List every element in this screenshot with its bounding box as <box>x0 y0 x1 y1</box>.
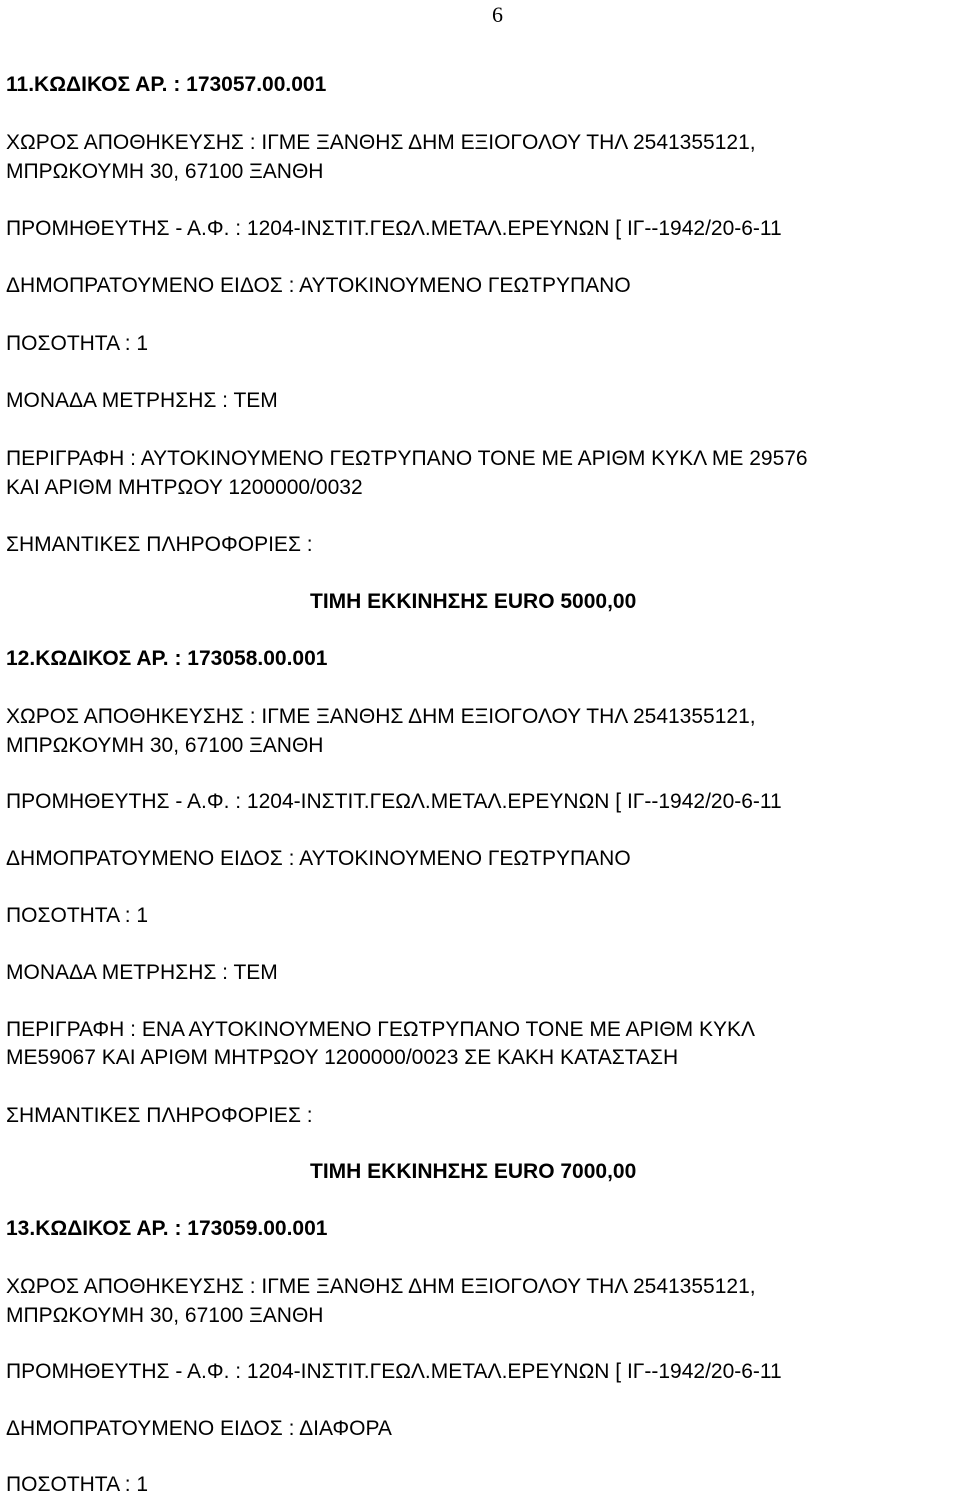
supplier: ΠΡΟΜΗΘΕΥΤΗΣ - Α.Φ. : 1204-ΙΝΣΤΙΤ.ΓΕΩΛ.ΜΕΤΑΛ.ΕΡΕΥΝΩΝ [ ΙΓ--1942/20-6-11 <box>6 1360 782 1383</box>
item-heading: 13.ΚΩΔΙΚΟΣ ΑΡ. : 173059.00.001 <box>6 1217 328 1240</box>
quantity: ΠΟΣΟΤΗΤΑ : 1 <box>6 332 149 355</box>
important-info-label: ΣΗΜΑΝΤΙΚΕΣ ΠΛΗΡΟΦΟΡΙΕΣ : <box>6 533 313 556</box>
storage-location-line2: ΜΠΡΩΚΟΥΜΗ 30, 67100 ΞΑΝΘΗ <box>6 160 324 183</box>
description-line2: ΜΕ59067 ΚΑΙ ΑΡΙΘΜ ΜΗΤΡΩΟΥ 1200000/0023 ΣΕ ΚΑΚΗ ΚΑΤΑΣΤΑΣΗ <box>6 1046 679 1069</box>
item-heading: 12.ΚΩΔΙΚΟΣ ΑΡ. : 173058.00.001 <box>6 647 328 670</box>
page-number: 6 <box>492 2 503 27</box>
unit-of-measure: ΜΟΝΑΔΑ ΜΕΤΡΗΣΗΣ : ΤΕΜ <box>6 389 278 412</box>
supplier: ΠΡΟΜΗΘΕΥΤΗΣ - Α.Φ. : 1204-ΙΝΣΤΙΤ.ΓΕΩΛ.ΜΕΤΑΛ.ΕΡΕΥΝΩΝ [ ΙΓ--1942/20-6-11 <box>6 217 782 240</box>
storage-location-line1: ΧΩΡΟΣ ΑΠΟΘΗΚΕΥΣΗΣ : ΙΓΜΕ ΞΑΝΘΗΣ ΔΗΜ ΕΞΙΟΓΟΛΟΥ ΤΗΛ 2541355121, <box>6 705 756 728</box>
unit-of-measure: ΜΟΝΑΔΑ ΜΕΤΡΗΣΗΣ : ΤΕΜ <box>6 961 278 984</box>
auction-item-type: ΔΗΜΟΠΡΑΤΟΥΜΕΝΟ ΕΙΔΟΣ : ΑΥΤΟΚΙΝΟΥΜΕΝΟ ΓΕΩΤΡΥΠΑΝΟ <box>6 274 631 297</box>
description-line1: ΠΕΡΙΓΡΑΦΗ : ΑΥΤΟΚΙΝΟΥΜΕΝΟ ΓΕΩΤΡΥΠΑΝΟ ΤΟΝΕ ΜΕ ΑΡΙΘΜ ΚΥΚΛ ΜΕ 29576 <box>6 447 808 470</box>
storage-location-line1: ΧΩΡΟΣ ΑΠΟΘΗΚΕΥΣΗΣ : ΙΓΜΕ ΞΑΝΘΗΣ ΔΗΜ ΕΞΙΟΓΟΛΟΥ ΤΗΛ 2541355121, <box>6 131 756 154</box>
supplier: ΠΡΟΜΗΘΕΥΤΗΣ - Α.Φ. : 1204-ΙΝΣΤΙΤ.ΓΕΩΛ.ΜΕΤΑΛ.ΕΡΕΥΝΩΝ [ ΙΓ--1942/20-6-11 <box>6 790 782 813</box>
auction-item-type: ΔΗΜΟΠΡΑΤΟΥΜΕΝΟ ΕΙΔΟΣ : ΔΙΑΦΟΡΑ <box>6 1417 392 1440</box>
storage-location-line2: ΜΠΡΩΚΟΥΜΗ 30, 67100 ΞΑΝΘΗ <box>6 734 324 757</box>
starting-price: ΤΙΜΗ ΕΚΚΙΝΗΣΗΣ EURO 7000,00 <box>310 1160 637 1183</box>
item-heading: 11.ΚΩΔΙΚΟΣ ΑΡ. : 173057.00.001 <box>6 73 327 96</box>
auction-item-type: ΔΗΜΟΠΡΑΤΟΥΜΕΝΟ ΕΙΔΟΣ : ΑΥΤΟΚΙΝΟΥΜΕΝΟ ΓΕΩΤΡΥΠΑΝΟ <box>6 847 631 870</box>
important-info-label: ΣΗΜΑΝΤΙΚΕΣ ΠΛΗΡΟΦΟΡΙΕΣ : <box>6 1104 313 1127</box>
storage-location-line2: ΜΠΡΩΚΟΥΜΗ 30, 67100 ΞΑΝΘΗ <box>6 1304 324 1327</box>
storage-location-line1: ΧΩΡΟΣ ΑΠΟΘΗΚΕΥΣΗΣ : ΙΓΜΕ ΞΑΝΘΗΣ ΔΗΜ ΕΞΙΟΓΟΛΟΥ ΤΗΛ 2541355121, <box>6 1275 756 1298</box>
quantity: ΠΟΣΟΤΗΤΑ : 1 <box>6 904 149 927</box>
description-line2: ΚΑΙ ΑΡΙΘΜ ΜΗΤΡΩΟΥ 1200000/0032 <box>6 476 363 499</box>
quantity: ΠΟΣΟΤΗΤΑ : 1 <box>6 1473 149 1496</box>
description-line1: ΠΕΡΙΓΡΑΦΗ : ΕΝΑ ΑΥΤΟΚΙΝΟΥΜΕΝΟ ΓΕΩΤΡΥΠΑΝΟ ΤΟΝΕ ΜΕ ΑΡΙΘΜ ΚΥΚΛ <box>6 1018 756 1041</box>
starting-price: ΤΙΜΗ ΕΚΚΙΝΗΣΗΣ EURO 5000,00 <box>310 590 637 613</box>
